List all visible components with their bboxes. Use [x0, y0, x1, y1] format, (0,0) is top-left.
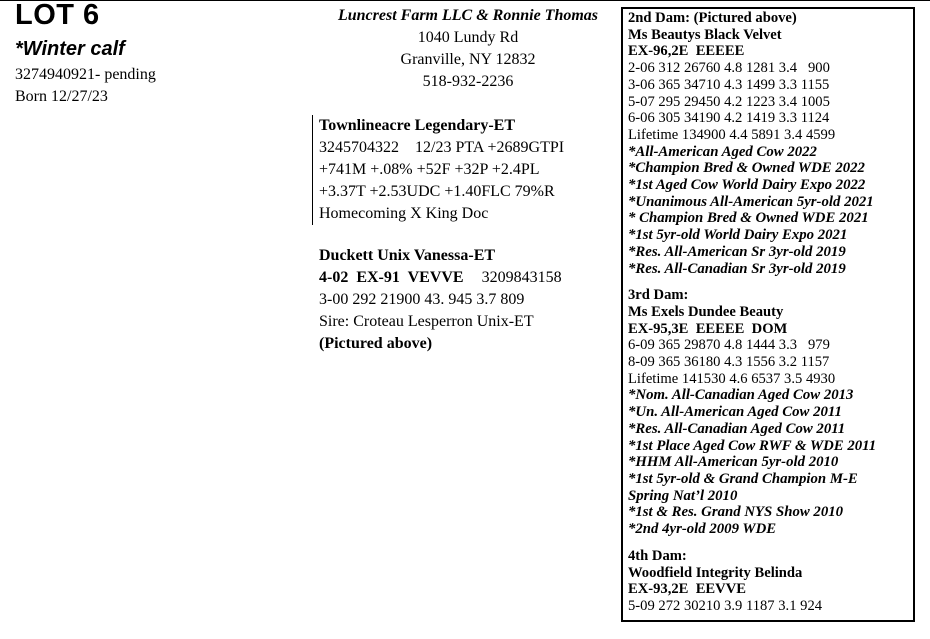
- fourth-dam-classification: EX-93,2E EEVVE: [628, 581, 746, 598]
- third-dam-award: Spring Nat’l 2010: [628, 487, 738, 504]
- third-dam-award: *1st & Res. Grand NYS Show 2010: [628, 504, 844, 521]
- consignor-block: [316, 5, 620, 93]
- third-dam-header: 3rd Dam:: [628, 287, 689, 304]
- third-dam-record: 8-09 365 36180 4.3 1556 3.2 1157: [628, 354, 830, 371]
- dam-classification-row: [319, 267, 619, 289]
- registration-number: 3274940921- pending: [15, 66, 156, 83]
- sire-block: [312, 115, 619, 225]
- second-dam-record: 3-06 365 34710 4.3 1499 3.3 1155: [628, 76, 830, 93]
- third-dam-award: *1st 5yr-old & Grand Champion M-E: [628, 470, 858, 487]
- fourth-dam-header: 4th Dam:: [628, 547, 687, 564]
- dam-sire: Sire: Croteau Lesperron Unix-ET: [319, 313, 534, 330]
- sire-line: +3.37T +2.53UDC +1.40FLC 79%R: [319, 183, 555, 200]
- fourth-dam-name: Woodfield Integrity Belinda: [628, 564, 803, 581]
- second-dam-award: *All-American Aged Cow 2022: [628, 143, 817, 160]
- second-dam-record: 5-07 295 29450 4.2 1223 3.4 1005: [628, 93, 830, 110]
- third-dam-classification: EX-95,3E EEEEE DOM: [628, 320, 788, 337]
- dam-block: [319, 245, 619, 355]
- second-dam-classification: EX-96,2E EEEEE: [628, 43, 745, 60]
- second-dam-award: * Champion Bred & Owned WDE 2021: [628, 210, 869, 227]
- consignor-address: 1040 Lundy Rd: [417, 29, 519, 46]
- sire-line: Homecoming X King Doc: [319, 205, 489, 222]
- top-rule: [0, 0, 930, 1]
- lot-title: LOT 6: [15, 0, 100, 31]
- pedigree-box: [621, 7, 915, 622]
- second-dam-award: *Res. All-American Sr 3yr-old 2019: [628, 243, 846, 260]
- third-dam-award: *Nom. All-Canadian Aged Cow 2013: [628, 387, 854, 404]
- third-dam-award: *Res. All-Canadian Aged Cow 2011: [628, 420, 846, 437]
- dam-reg-number: 3209843158: [481, 269, 562, 286]
- second-dam-award: *Unanimous All-American 5yr-old 2021: [628, 193, 874, 210]
- third-dam-record: 6-09 365 29870 4.8 1444 3.3 979: [628, 337, 830, 354]
- dam-note: (Pictured above): [319, 335, 433, 352]
- third-dam-award: *Un. All-American Aged Cow 2011: [628, 404, 842, 421]
- third-dam-award: *1st Place Aged Cow RWF & WDE 2011: [628, 437, 877, 454]
- calf-type: *Winter calf: [15, 38, 125, 60]
- second-dam-header: 2nd Dam: (Pictured above): [628, 10, 797, 26]
- consignor-name: Luncrest Farm LLC & Ronnie Thomas: [337, 7, 599, 24]
- second-dam-award: *Champion Bred & Owned WDE 2022: [628, 160, 865, 177]
- birth-date: Born 12/27/23: [15, 88, 108, 105]
- second-dam-record: Lifetime 134900 4.4 5891 3.4 4599: [628, 126, 836, 143]
- third-dam-award: *2nd 4yr-old 2009 WDE: [628, 521, 777, 538]
- second-dam-name: Ms Beautys Black Velvet: [628, 26, 782, 43]
- dam-name: Duckett Unix Vanessa-ET: [319, 247, 496, 264]
- dam-classification: 4-02 EX-91 VEVVE: [319, 269, 464, 286]
- third-dam-record: Lifetime 141530 4.6 6537 3.5 4930: [628, 370, 836, 387]
- second-dam-award: *1st 5yr-old World Dairy Expo 2021: [628, 227, 848, 244]
- third-dam-award: *HHM All-American 5yr-old 2010: [628, 454, 839, 471]
- consignor-city: Granville, NY 12832: [400, 51, 536, 68]
- sire-name: Townlineacre Legendary-ET: [319, 117, 516, 134]
- second-dam-record: 6-06 305 34190 4.2 1419 3.3 1124: [628, 110, 830, 127]
- consignor-phone: 518-932-2236: [422, 73, 514, 90]
- fourth-dam-record: 5-09 272 30210 3.9 1187 3.1 924: [628, 597, 823, 614]
- second-dam-record: 2-06 312 26760 4.8 1281 3.4 900: [628, 60, 830, 77]
- sire-line: +741M +.08% +52F +32P +2.4PL: [319, 161, 540, 178]
- third-dam-name: Ms Exels Dundee Beauty: [628, 303, 784, 320]
- dam-record: 3-00 292 21900 43. 945 3.7 809: [319, 291, 525, 308]
- second-dam-award: *1st Aged Cow World Dairy Expo 2022: [628, 177, 866, 194]
- sire-line: 3245704322 12/23 PTA +2689GTPI: [319, 139, 565, 156]
- second-dam-award: *Res. All-Canadian Sr 3yr-old 2019: [628, 260, 846, 277]
